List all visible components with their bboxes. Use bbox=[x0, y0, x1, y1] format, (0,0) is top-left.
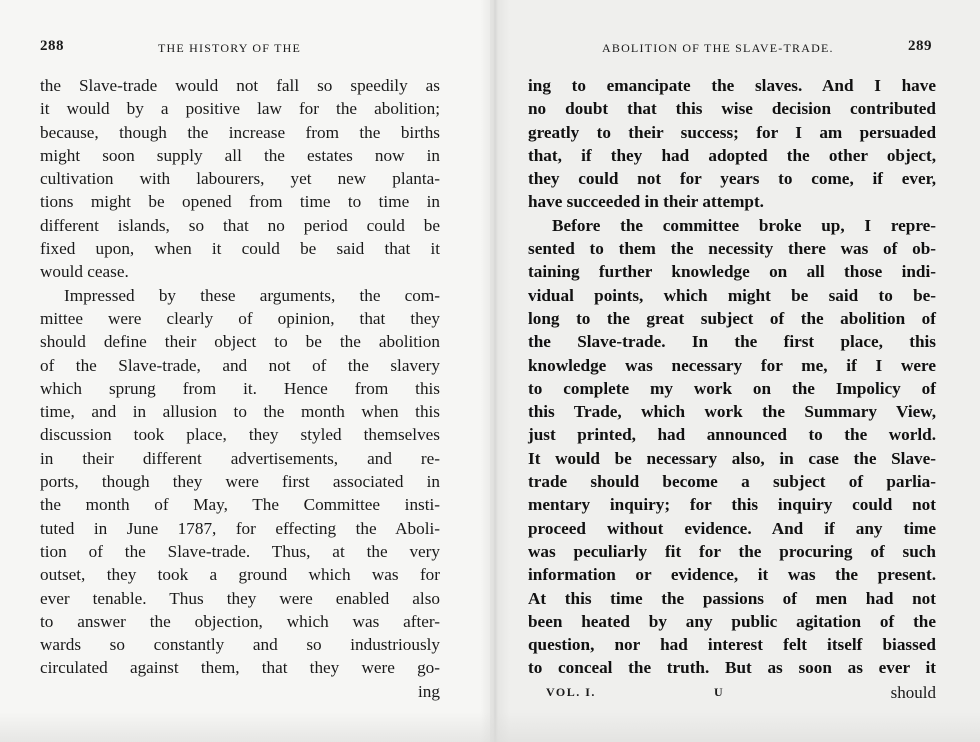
text-line: was peculiarly fit for the procuring of such bbox=[528, 541, 936, 561]
left-running-head bbox=[40, 38, 440, 60]
right-page bbox=[490, 0, 980, 742]
text-line: which sprung from it. Hence from this bbox=[40, 378, 440, 398]
text-line: the Slave-trade. In the first place, this bbox=[528, 332, 936, 352]
text-line: the month of May, The Committee insti- bbox=[40, 495, 440, 515]
text-line: mittee were clearly of opinion, that they bbox=[40, 308, 440, 328]
text-line: different islands, so that no period could be bbox=[40, 215, 440, 235]
text-line: just printed, had announced to the world. bbox=[528, 425, 936, 445]
text-line: that, if they had adopted the other object, bbox=[528, 145, 936, 165]
right-running-head bbox=[602, 38, 932, 60]
text-line: tion of the Slave-trade. Thus, at the very bbox=[40, 541, 440, 561]
text-line: fixed upon, when it could be said that it bbox=[40, 239, 440, 259]
text-line: been heated by any public agitation of the bbox=[528, 611, 936, 631]
text-line: to conceal the truth. But as soon as ever it bbox=[528, 658, 936, 678]
text-line: ever tenable. Thus they were enabled also bbox=[40, 588, 440, 608]
right-page-body bbox=[528, 74, 936, 680]
catchword: should bbox=[890, 683, 936, 702]
text-line: Impressed by these arguments, the com- bbox=[64, 285, 440, 305]
left-page-number: 288 bbox=[40, 38, 64, 54]
text-line: circulated against them, that they were go- bbox=[40, 658, 440, 678]
text-line: it would by a positive law for the abolition; bbox=[40, 99, 440, 119]
text-line: tuted in June 1787, for effecting the Aboli- bbox=[40, 518, 440, 538]
text-line: tions might be opened from time to time in bbox=[40, 192, 440, 212]
text-line: cultivation with labourers, yet new planta- bbox=[40, 169, 440, 189]
text-line: to complete my work on the Impolicy of bbox=[528, 378, 936, 398]
gathering-mark: U bbox=[714, 685, 723, 699]
right-page-footer bbox=[546, 683, 936, 703]
text-line: would cease. bbox=[40, 262, 129, 282]
text-line: mentary inquiry; for this inquiry could not bbox=[528, 495, 936, 515]
left-running-title: THE HISTORY OF THE bbox=[158, 41, 302, 55]
text-line: wards so constantly and so industriously bbox=[40, 635, 440, 655]
text-line: At this time the passions of men had not bbox=[528, 588, 936, 608]
text-line: of the Slave-trade, and not of the slavery bbox=[40, 355, 440, 375]
text-line: knowledge was necessary for me, if I were bbox=[528, 355, 936, 375]
text-line: greatly to their success; for I am persuaded bbox=[528, 122, 936, 142]
text-line: might soon supply all the estates now in bbox=[40, 145, 440, 165]
text-line: the Slave-trade would not fall so speedily as bbox=[40, 76, 440, 95]
text-line: sented to them the necessity there was of ob- bbox=[528, 239, 936, 259]
text-line: question, nor had interest felt itself biassed bbox=[528, 635, 936, 655]
text-line: vidual points, which might be said to be- bbox=[528, 285, 936, 305]
text-line: trade should become a subject of parlia- bbox=[528, 472, 936, 492]
text-line: to answer the objection, which was after- bbox=[40, 611, 440, 631]
text-line: have succeeded in their attempt. bbox=[528, 192, 764, 212]
text-line: ports, though they were first associated in bbox=[40, 472, 440, 492]
text-line: should define their object to be the abolition bbox=[40, 332, 440, 352]
book-gutter bbox=[480, 0, 510, 742]
text-line: time, and in allusion to the month when this bbox=[40, 402, 440, 422]
right-running-title: ABOLITION OF THE SLAVE-TRADE. bbox=[602, 41, 834, 55]
scan-bottom-shade bbox=[0, 712, 980, 742]
text-line: in their different advertisements, and re- bbox=[40, 448, 440, 468]
text-line: outset, they took a ground which was for bbox=[40, 565, 440, 585]
text-line: information or evidence, it was the present. bbox=[528, 565, 936, 585]
text-line: taining further knowledge on all those indi- bbox=[528, 262, 936, 282]
text-line: proceed without evidence. And if any time bbox=[528, 518, 936, 538]
text-line: this Trade, which work the Summary View, bbox=[528, 402, 936, 422]
right-page-number: 289 bbox=[908, 38, 932, 54]
text-line: ing to emancipate the slaves. And I have bbox=[528, 76, 936, 95]
left-page-body bbox=[40, 74, 440, 703]
text-line: It would be necessary also, in case the Slave- bbox=[528, 448, 936, 468]
signature-mark: VOL. I. bbox=[546, 685, 596, 699]
text-line: discussion took place, they styled themselves bbox=[40, 425, 440, 445]
text-line: they could not for years to come, if ever, bbox=[528, 169, 936, 189]
text-line: no doubt that this wise decision contributed bbox=[528, 99, 936, 119]
text-line: ing bbox=[418, 681, 440, 701]
text-line: because, though the increase from the births bbox=[40, 122, 440, 142]
text-line: long to the great subject of the abolition of bbox=[528, 308, 936, 328]
text-line: Before the committee broke up, I repre- bbox=[552, 215, 936, 235]
